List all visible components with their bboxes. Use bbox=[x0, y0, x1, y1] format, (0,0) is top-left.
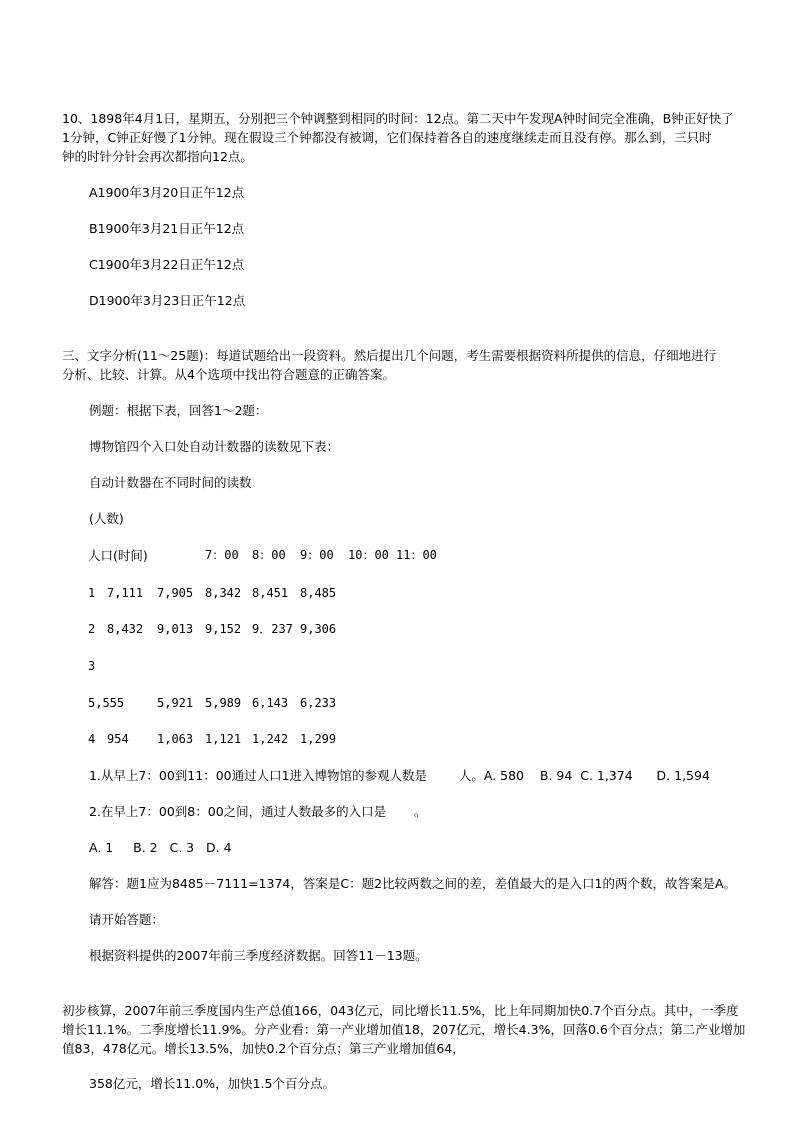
table-cell: 7,111 bbox=[107, 586, 144, 600]
header-cell: 9：00 bbox=[300, 548, 334, 562]
question-text-line: 1分钟，C钟正好慢了1分钟。现在假设三个钟都没有被调，它们保持着各自的速度继续走而且没有停。那么到，三只时 bbox=[62, 130, 712, 145]
table-cell: 5,555 bbox=[88, 696, 125, 710]
table-cell: 4 bbox=[88, 732, 96, 746]
example-question-2-options: A. 1 B. 2 C. 3 D. 4 bbox=[89, 840, 232, 855]
table-cell: 8,342 bbox=[205, 586, 242, 600]
passage-line: 358亿元，增长11.0%，加快1.5个百分点。 bbox=[89, 1076, 335, 1091]
table-cell: 1 bbox=[88, 586, 96, 600]
option-c: C1900年3月22日正午12点 bbox=[89, 257, 245, 272]
table-cell: 2 bbox=[88, 622, 96, 636]
table-cell: 8,451 bbox=[252, 586, 289, 600]
option-d: D1900年3月23日正午12点 bbox=[89, 293, 246, 308]
section-heading-line: 三、文字分析(11～25题)：每道试题给出一段资料。然后提出几个问题，考生需要根据资料所提供的信息，仔细地进行 bbox=[62, 348, 717, 363]
option-b: B1900年3月21日正午12点 bbox=[89, 221, 245, 236]
table-cell: 5,989 bbox=[205, 696, 242, 710]
table-unit: (人数) bbox=[89, 511, 124, 526]
header-cell: 8：00 bbox=[252, 548, 286, 562]
table-cell: 9,013 bbox=[157, 622, 194, 636]
table-cell: 1,121 bbox=[205, 732, 242, 746]
table-cell: 1,063 bbox=[157, 732, 194, 746]
table-cell: 9,306 bbox=[300, 622, 337, 636]
header-cell: 7：00 bbox=[205, 548, 239, 562]
table-cell: 5,921 bbox=[157, 696, 194, 710]
table-cell: 1,299 bbox=[300, 732, 337, 746]
table-cell: 6,143 bbox=[252, 696, 289, 710]
table-cell: 6,233 bbox=[300, 696, 337, 710]
table-cell: 9,152 bbox=[205, 622, 242, 636]
example-intro: 博物馆四个入口处自动计数器的读数见下表： bbox=[89, 439, 340, 454]
header-cell: 10：00 bbox=[348, 548, 389, 562]
example-answer: 解答：题1应为8485－7111=1374，答案是C：题2比较两数之间的差，差值最大的是入口1的两个数，故答案是A。 bbox=[89, 876, 737, 891]
passage-line: 初步核算，2007年前三季度国内生产总值166，043亿元，同比增长11.5%，比上年同期加快0.7个百分点。其中，一季度 bbox=[62, 1003, 739, 1018]
table-cell: 3 bbox=[88, 659, 96, 673]
instruction: 根据资料提供的2007年前三季度经济数据。回答11－13题。 bbox=[89, 948, 428, 963]
table-cell: 8,485 bbox=[300, 586, 337, 600]
passage-line: 值83，478亿元。增长13.5%，加快0.2个百分点；第三产业增加值64， bbox=[62, 1041, 465, 1056]
option-a: A1900年3月20日正午12点 bbox=[89, 185, 245, 200]
header-cell: 人口(时间) bbox=[88, 548, 148, 563]
passage-line: 增长11.1%。二季度增长11.9%。分产业看：第一产业增加值18，207亿元，增长4.3%，回落0.6个百分点；第二产业增加 bbox=[62, 1022, 746, 1037]
header-cell: 11：00 bbox=[396, 548, 437, 562]
section-heading-line: 分析、比较、计算。从4个选项中找出符合题意的正确答案。 bbox=[62, 367, 395, 382]
table-cell: 9．237 bbox=[252, 622, 293, 636]
table-cell: 8,432 bbox=[107, 622, 144, 636]
table-title: 自动计数器在不同时间的读数 bbox=[89, 475, 252, 490]
question-text-line: 10、1898年4月1日，星期五，分别把三个钟调整到相同的时间：12点。第二天中午发现A钟时间完全准确，B钟正好快了 bbox=[62, 111, 734, 126]
table-cell: 1,242 bbox=[252, 732, 289, 746]
example-question-1: 1.从早上7：00到11：00通过人口1进入博物馆的参观人数是 人。A. 580 B. 94 C. 1,374 D. 1,594 bbox=[89, 768, 710, 783]
example-label: 例题：根据下表，回答1～2题： bbox=[89, 403, 268, 418]
table-cell: 7,905 bbox=[157, 586, 194, 600]
example-question-2: 2.在早上7：00到8：00之间，通过人数最多的入口是 。 bbox=[89, 804, 427, 819]
question-text-line: 钟的时针分针会再次都指向12点。 bbox=[62, 149, 253, 164]
start-prompt: 请开始答题： bbox=[89, 912, 165, 927]
table-cell: 954 bbox=[107, 732, 129, 746]
